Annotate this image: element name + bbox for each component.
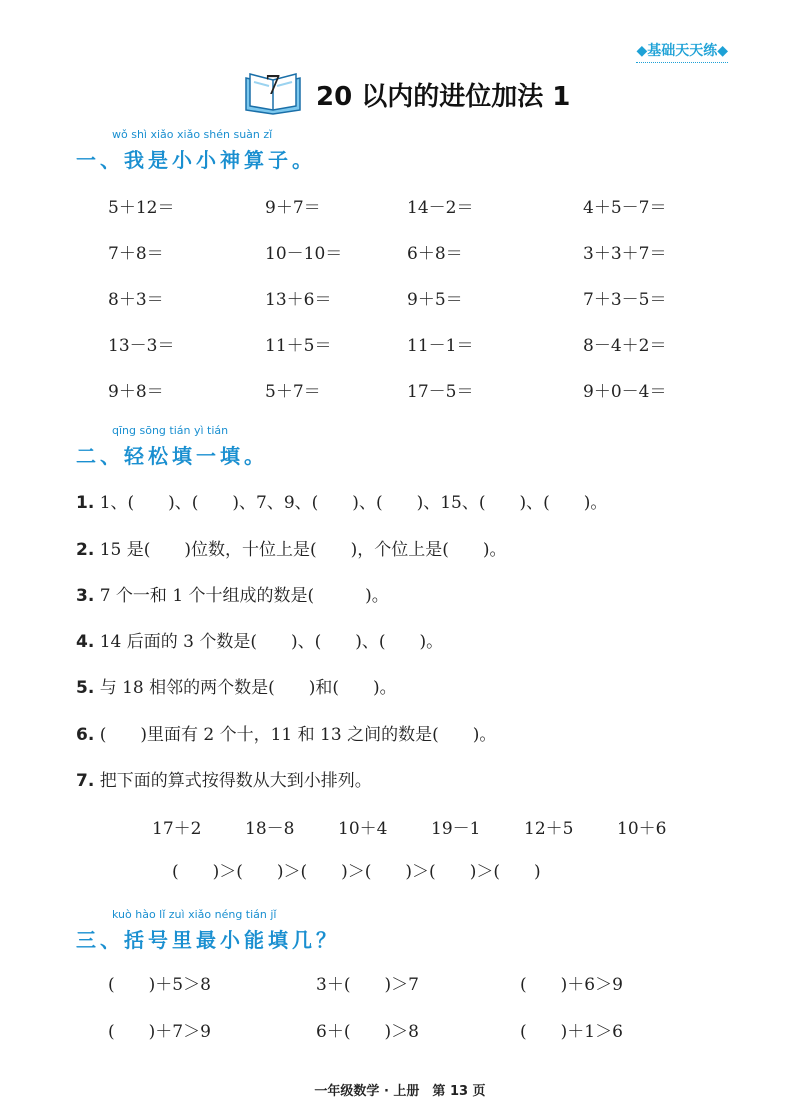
calc-item: 11＋5＝ — [265, 336, 332, 356]
inequality-item: 3＋( )＞7 — [316, 975, 419, 995]
question-2 — [76, 535, 507, 560]
section1-pinyin: wǒ shì xiǎo xiǎo shén suàn zǐ — [112, 128, 273, 141]
sort-answer-blanks: ( )＞( )＞( )＞( )＞( )＞( ) — [172, 862, 541, 882]
sort-item: 17＋2 — [152, 819, 202, 839]
calc-item: 13＋6＝ — [265, 290, 332, 310]
section2-pinyin: qīng sōng tián yì tián — [112, 424, 229, 437]
calc-item: 4＋5－7＝ — [583, 198, 667, 218]
question-3 — [76, 581, 389, 606]
question-1 — [76, 488, 607, 513]
sort-item: 12＋5 — [524, 819, 574, 839]
calc-item: 13－3＝ — [108, 336, 175, 356]
question-7 — [76, 766, 372, 791]
question-text: 把下面的算式按得数从大到小排列。 — [99, 771, 372, 791]
lesson-number: 7 — [264, 71, 282, 101]
calc-item: 9＋7＝ — [265, 198, 321, 218]
calc-item: 9＋5＝ — [407, 290, 463, 310]
section2-heading: 二、轻松填一填。 — [76, 444, 268, 468]
calc-item: 9＋8＝ — [108, 382, 164, 402]
question-number: 7. — [76, 771, 95, 791]
inequality-item: ( )＋6＞9 — [520, 975, 623, 995]
sort-item: 19－1 — [431, 819, 481, 839]
question-text: 与 18 相邻的两个数是( )和( )。 — [99, 678, 397, 698]
calc-item: 14－2＝ — [407, 198, 474, 218]
question-text: 7 个一和 1 个十组成的数是( )。 — [99, 586, 389, 606]
calc-item: 11－1＝ — [407, 336, 474, 356]
question-4 — [76, 627, 443, 652]
question-number: 3. — [76, 586, 95, 606]
question-text: 1、( )、( )、7、9、( )、( )、15、( )、( )。 — [99, 493, 608, 513]
sort-item: 18－8 — [245, 819, 295, 839]
calc-item: 3＋3＋7＝ — [583, 244, 667, 264]
question-number: 6. — [76, 725, 95, 745]
question-number: 2. — [76, 540, 95, 560]
sort-item: 10＋4 — [338, 819, 388, 839]
calc-item: 8－4＋2＝ — [583, 336, 667, 356]
sort-item: 10＋6 — [617, 819, 667, 839]
question-text: 15 是( )位数，十位上是( )，个位上是( )。 — [99, 540, 507, 560]
question-text: ( )里面有 2 个十，11 和 13 之间的数是( )。 — [99, 725, 497, 745]
calc-item: 7＋3－5＝ — [583, 290, 667, 310]
inequality-item: ( )＋5＞8 — [108, 975, 211, 995]
calc-item: 10－10＝ — [265, 244, 343, 264]
inequality-item: ( )＋7＞9 — [108, 1022, 211, 1042]
section3-heading: 三、括号里最小能填几？ — [76, 928, 340, 952]
calc-item: 17－5＝ — [407, 382, 474, 402]
calc-item: 5＋7＝ — [265, 382, 321, 402]
question-number: 1. — [76, 493, 95, 513]
question-6 — [76, 720, 496, 745]
question-number: 5. — [76, 678, 95, 698]
question-number: 4. — [76, 632, 95, 652]
calc-item: 5＋12＝ — [108, 198, 175, 218]
inequality-item: ( )＋1＞6 — [520, 1022, 623, 1042]
page-footer: 一年级数学 · 上册 第 13 页 — [314, 1084, 486, 1099]
question-5 — [76, 673, 397, 698]
calc-item: 7＋8＝ — [108, 244, 164, 264]
calc-item: 6＋8＝ — [407, 244, 463, 264]
series-badge: ◆基础天天练◆ — [636, 40, 728, 63]
section1-heading: 一、我是小小神算子。 — [76, 148, 316, 172]
calc-item: 8＋3＝ — [108, 290, 164, 310]
calc-item: 9＋0－4＝ — [583, 382, 667, 402]
inequality-item: 6＋( )＞8 — [316, 1022, 419, 1042]
page-title: 20 以内的进位加法 1 — [316, 82, 571, 112]
question-text: 14 后面的 3 个数是( )、( )、( )。 — [99, 632, 444, 652]
section3-pinyin: kuò hào lǐ zuì xiǎo néng tián jǐ — [112, 908, 277, 921]
